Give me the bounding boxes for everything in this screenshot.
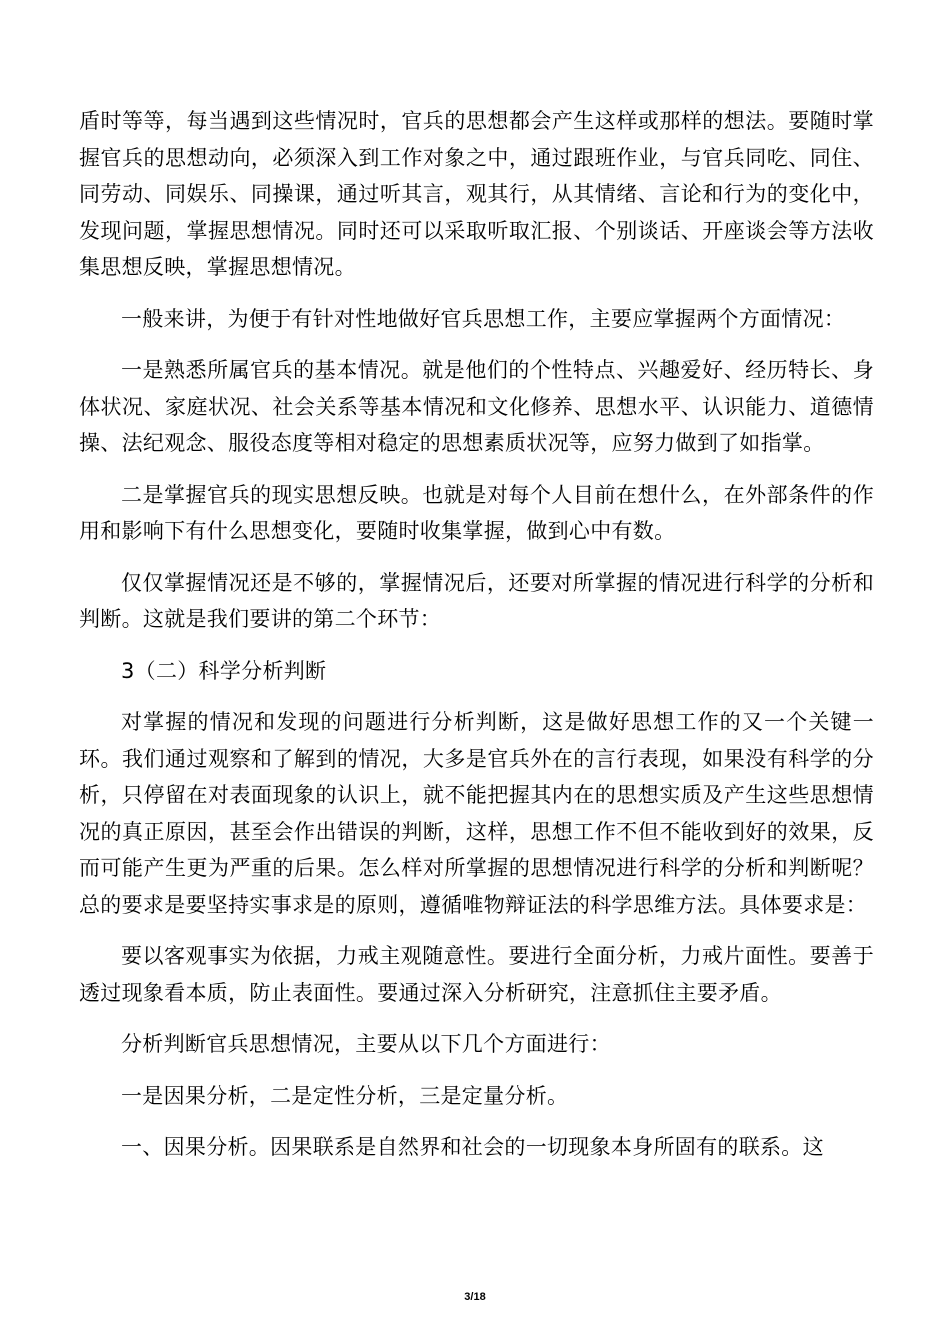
paragraph-real-thoughts: 二是掌握官兵的现实思想反映。也就是对每个人目前在想什么，在外部条件的作用和影响下有什么思想变化，要随时收集掌握，做到心中有数。 — [79, 482, 874, 543]
paragraph-requirements: 要以客观事实为依据，力戒主观随意性。要进行全面分析，力戒片面性。要善于透过现象看本质，防止表面性。要通过深入分析研究，注意抓住主要矛盾。 — [79, 944, 874, 1005]
section-heading: 3（二）科学分析判断 — [121, 658, 327, 683]
paragraph-two-aspects: 一般来讲，为便于有针对性地做好官兵思想工作，主要应掌握两个方面情况： — [121, 306, 846, 331]
paragraph-analysis-intro: 对掌握的情况和发现的问题进行分析判断，这是做好思想工作的又一个关键一环。我们通过观察和了解到的情况，大多是官兵外在的言行表现，如果没有科学的分析，只停留在对表面现象的认识上，就不能把握其内在的思想实质及产生这些思想情况的真正原因，甚至会作出错误的判断，这样，思想工作不但不能收到好的效果，反而可能产生更为严重的后果。怎么样对所掌握的思想情况进行科学的分析和判断呢？总的要求是要坚持实事求是的原则，遵循唯物辩证法的科学思维方法。具体要求是： — [79, 710, 874, 917]
document-body — [79, 103, 874, 1181]
paragraph-continuation: 盾时等等，每当遇到这些情况时，官兵的思想都会产生这样或那样的想法。要随时掌握官兵的思想动向，必须深入到工作对象之中，通过跟班作业，与官兵同吃、同住、同劳动、同娱乐、同操课，通过听其言，观其行，从其情绪、言论和行为的变化中，发现问题，掌握思想情况。同时还可以采取听取汇报、个别谈话、开座谈会等方法收集思想反映，掌握思想情况。 — [79, 109, 874, 279]
paragraph-aspects-intro: 分析判断官兵思想情况，主要从以下几个方面进行： — [121, 1032, 611, 1056]
page-number: 3/18 — [464, 1291, 486, 1303]
paragraph-transition: 仅仅掌握情况还是不够的，掌握情况后，还要对所掌握的情况进行科学的分析和判断。这就是我们要讲的第二个环节： — [79, 570, 874, 631]
paragraph-causal-analysis: 一、因果分析。因果联系是自然界和社会的一切现象本身所固有的联系。这 — [121, 1135, 824, 1159]
paragraph-three-analyses: 一是因果分析，二是定性分析，三是定量分析。 — [121, 1083, 569, 1108]
paragraph-basic-situation: 一是熟悉所属官兵的基本情况。就是他们的个性特点、兴趣爱好、经历特长、身体状况、家庭状况、社会关系等基本情况和文化修养、思想水平、认识能力、道德情操、法纪观念、服役态度等相对稳定的思想素质状况等，应努力做到了如指掌。 — [79, 358, 874, 455]
